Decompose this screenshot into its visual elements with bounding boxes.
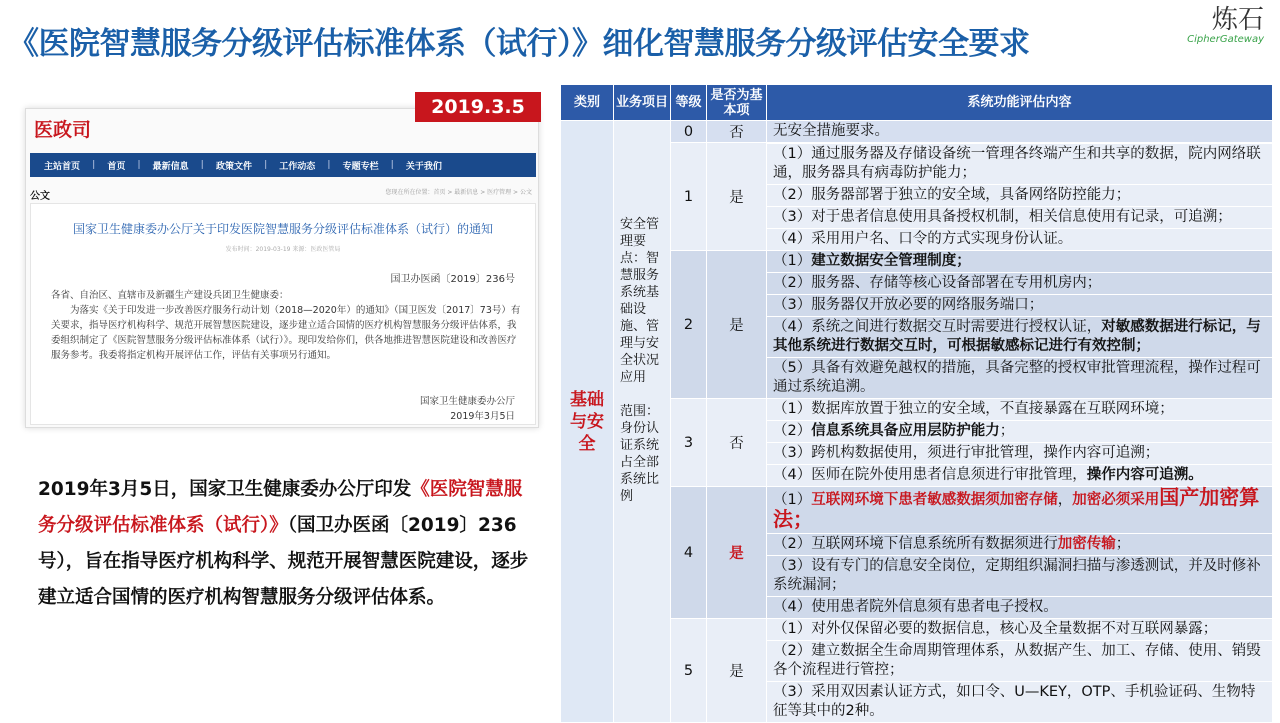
nav-separator: | — [390, 160, 394, 170]
requirement-item — [767, 534, 1272, 556]
doc-salutation: 各省、自治区、直辖市及新疆生产建设兵团卫生健康委： — [51, 290, 289, 301]
nav-item[interactable]: 政策文件 — [215, 161, 252, 172]
content-cell — [767, 619, 1273, 723]
nav-separator: | — [137, 160, 141, 170]
requirement-item — [767, 465, 1272, 486]
requirement-text: ； — [999, 423, 1015, 439]
requirement-text: （3）跨机构数据使用，须进行审批管理，操作内容可追溯； — [773, 445, 1160, 461]
date-tab: 2019.3.5 — [415, 92, 541, 122]
requirement-text: （4）系统之间进行数据交互时需要进行授权认证， — [773, 319, 1102, 335]
level-cell: 0 — [671, 121, 707, 143]
requirement-item — [767, 619, 1272, 641]
basic-item-cell: 是 — [707, 143, 767, 251]
notice-screenshot — [25, 108, 539, 428]
requirement-text: （5）具备有效避免越权的措施，具备完整的授权审批管理流程，操作过程可通过系统追溯。 — [773, 360, 1261, 395]
emphasis-text: 加密传输 — [1057, 536, 1116, 552]
logo-cn: 炼石 — [1211, 5, 1264, 35]
requirement-item — [767, 556, 1272, 597]
basic-item-cell: 是 — [707, 487, 767, 619]
requirement-text: （4）使用患者院外信息须有患者电子授权。 — [773, 599, 1058, 615]
requirement-text: （2）互联网环境下信息系统所有数据须进行 — [773, 536, 1058, 552]
header-category: 类别 — [561, 85, 614, 121]
summary-text-2: （国卫办医函〔2019〕236号），旨在指导医疗机构科学、规范开展智慧医院建设，逐步建立适合国情的医疗机构智慧服务分级评估体系。 — [38, 515, 529, 608]
requirement-item — [767, 358, 1272, 398]
requirement-item — [767, 443, 1272, 465]
level-cell: 2 — [671, 251, 707, 399]
requirement-item — [767, 597, 1272, 618]
requirement-item — [767, 185, 1272, 207]
requirement-item — [767, 682, 1272, 722]
category-text: 基础与安全 — [570, 389, 604, 454]
basic-item-cell: 否 — [707, 399, 767, 487]
nav-separator: | — [327, 160, 331, 170]
security-requirements-table — [560, 84, 1273, 723]
nav-separator: | — [92, 160, 96, 170]
nav-item[interactable]: 工作动态 — [279, 161, 316, 172]
emphasis-text: 对敏感数据进行标记，与其他系统进行数据交互时，可根据敏感标记进行有效控制； — [773, 319, 1261, 354]
requirement-text: （1） — [773, 492, 812, 508]
requirement-item — [767, 144, 1272, 185]
nav-item[interactable]: 专题专栏 — [342, 161, 379, 172]
requirement-text: （1）数据库放置于独立的安全域，不直接暴露在互联网环境； — [773, 401, 1174, 417]
table-row — [561, 121, 1273, 143]
content-cell — [767, 251, 1273, 399]
requirement-item — [767, 421, 1272, 443]
slide-title: 《医院智慧服务分级评估标准体系（试行）》细化智慧服务分级评估安全要求 — [8, 26, 1030, 62]
requirement-text: （4）采用用户名、口令的方式实现身份认证。 — [773, 230, 1073, 247]
emphasis-text: 互联网环境下患者敏感数据须加密存储 — [811, 492, 1058, 508]
logo — [1187, 6, 1264, 45]
doc-meta: 发布时间：2019-03-19 来源：医政医管局 — [225, 246, 341, 253]
level-cell: 4 — [671, 487, 707, 619]
notice-document — [30, 203, 536, 425]
nav-separator: | — [263, 160, 268, 170]
header-basic: 是否为基本项 — [707, 85, 767, 121]
content-cell — [767, 487, 1273, 619]
dept-label: 医政司 — [34, 119, 92, 141]
nav-item[interactable]: 主站首页 — [44, 161, 81, 172]
nav-separator: | — [200, 160, 204, 170]
doc-number: 国卫办医函〔2019〕236号 — [390, 274, 515, 285]
header-business: 业务项目 — [614, 85, 671, 121]
content-cell — [767, 143, 1273, 251]
requirement-item — [767, 121, 1272, 142]
requirement-text: ； — [1115, 536, 1131, 552]
level-cell: 1 — [671, 143, 707, 251]
business-cell — [614, 121, 671, 723]
doc-signer: 国家卫生健康委办公厅 — [419, 396, 515, 407]
level-cell: 3 — [671, 399, 707, 487]
content-cell — [767, 121, 1273, 143]
emphasis-text: 操作内容可追溯。 — [1086, 467, 1203, 483]
emphasis-text: 国产加密算法； — [773, 485, 1260, 531]
basic-item-cell: 否 — [707, 121, 767, 143]
header-level: 等级 — [671, 85, 707, 121]
summary-text-1: 2019年3月5日，国家卫生健康委办公厅印发 — [38, 479, 412, 500]
requirement-text: （3）服务器仅开放必要的网络服务端口； — [773, 297, 1044, 313]
requirement-text: （1）通过服务器及存储设备统一管理各终端产生和共享的数据，院内网络联通，服务器具有病毒防护能力； — [773, 145, 1261, 181]
requirement-text: （1）对外仅保留必要的数据信息，核心及全量数据不对互联网暴露； — [773, 621, 1218, 637]
nav-item[interactable]: 最新信息 — [152, 161, 189, 172]
requirement-text: （2）服务器、存储等核心设备部署在专用机房内； — [773, 275, 1102, 291]
doc-sign-date: 2019年3月5日 — [450, 411, 515, 422]
requirement-text: （2）服务器部署于独立的安全域，具备网络防控能力； — [773, 186, 1131, 203]
requirement-text: （4）医师在院外使用患者信息须进行审批管理， — [773, 467, 1087, 483]
requirement-item — [767, 295, 1272, 317]
requirement-item — [767, 251, 1272, 273]
requirement-item — [767, 487, 1272, 534]
site-nav — [30, 153, 536, 177]
doc-body — [51, 288, 521, 363]
requirement-text: （2）建立数据全生命周期管理体系，从数据产生、加工、存储、使用、销毁各个流程进行管控； — [773, 643, 1261, 678]
requirement-item — [767, 317, 1272, 358]
doc-signature — [420, 394, 515, 424]
basic-item-cell: 是 — [707, 251, 767, 399]
requirement-item — [767, 273, 1272, 295]
doc-title: 国家卫生健康委办公厅关于印发医院智慧服务分级评估标准体系（试行）的通知 — [72, 222, 493, 236]
requirement-text: 无安全措施要求。 — [773, 123, 889, 139]
nav-item[interactable]: 关于我们 — [405, 161, 442, 172]
requirement-text: （3）对于患者信息使用具备授权机制，相关信息使用有记录，可追溯； — [773, 208, 1232, 225]
requirement-item — [767, 399, 1272, 421]
emphasis-text: 建立数据安全管理制度； — [811, 253, 971, 269]
basic-item-cell: 是 — [707, 619, 767, 723]
doc-paragraph: 为落实《关于印发进一步改善医疗服务行动计划（2018—2020年）的通知》（国卫医发〔2017〕73号）有关要求，指导医疗机构科学、规范开展智慧医院建设，逐步建立适合国情的医疗机构智慧服务分级评估体系，我委组织制定了《医院智慧服务分级评估标准体系（试行）》。现印发给你们，供各地推进智慧医院建设和改善医疗服务参考。我委将指定机构开展评估工作，评估有关事项另行通知。 — [51, 305, 521, 361]
content-cell — [767, 399, 1273, 487]
breadcrumb: 您现在所在位置：首页 > 最新信息 > 医疗管理 > 公文 — [385, 189, 532, 196]
header-content: 系统功能评估内容 — [767, 85, 1273, 121]
emphasis-text: 加密必须采用 — [1072, 492, 1160, 508]
table-header — [561, 85, 1273, 121]
business-text: 安全管理要点：智慧服务系统基础设施、管理与安全状况应用 范围：身份认证系统占全部系统比例 — [620, 217, 660, 504]
requirement-text: （3）设有专门的信息安全岗位，定期组织漏洞扫描与渗透测试，并及时修补系统漏洞； — [773, 558, 1261, 593]
requirement-item — [767, 641, 1272, 682]
nav-item[interactable]: 首页 — [107, 161, 126, 172]
requirement-text: ， — [1057, 492, 1073, 508]
summary-standard-name: 《医院智慧服务分级评估标准体系（试行）》 — [38, 479, 523, 536]
requirement-item — [767, 229, 1272, 250]
logo-en: CipherGateway — [1187, 34, 1264, 45]
emphasis-text: 信息系统具备应用层防护能力 — [811, 423, 1000, 439]
summary-paragraph — [38, 472, 538, 616]
requirement-item — [767, 207, 1272, 229]
requirement-text: （2） — [773, 423, 812, 439]
category-cell — [561, 121, 614, 723]
requirement-text: （1） — [773, 253, 812, 269]
section-label: 公文 — [30, 191, 50, 202]
requirement-text: （3）采用双因素认证方式，如口令、U—KEY，OTP、手机验证码、生物特征等其中的2种。 — [773, 684, 1256, 719]
level-cell: 5 — [671, 619, 707, 723]
